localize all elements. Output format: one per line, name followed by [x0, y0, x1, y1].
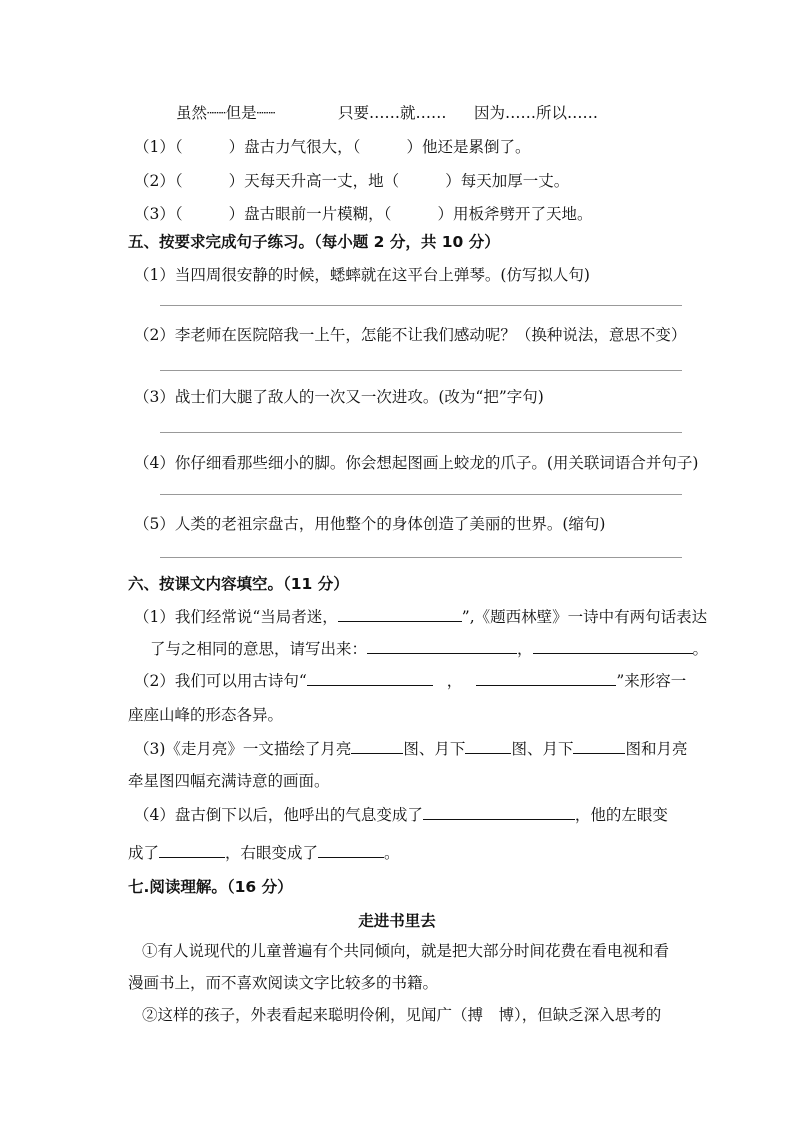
- passage-title: 走进书里去: [358, 912, 436, 930]
- blank-field[interactable]: [318, 841, 384, 858]
- blank-field[interactable]: [338, 605, 462, 622]
- answer-line[interactable]: [160, 432, 682, 433]
- answer-line[interactable]: [160, 494, 682, 495]
- blank-field[interactable]: [367, 637, 517, 654]
- conjunction-2: 只要……就……: [338, 104, 447, 122]
- s5-item-3: （3）战士们大腿了敌人的一次又一次进攻。(改为“把”字句): [134, 388, 544, 406]
- s6-q2-line1: （2）我们可以用古诗句“ ， ”来形容一: [134, 669, 686, 691]
- section-6-title: 六、按课文内容填空。（11 分）: [128, 575, 349, 593]
- passage-p1-line2: 漫画书上，而不喜欢阅读文字比较多的书籍。: [128, 974, 439, 992]
- s6-q1-line1: （1）我们经常说“当局者迷， ”,《题西林壁》一诗中有两句话表达: [134, 605, 707, 627]
- answer-line[interactable]: [160, 370, 682, 371]
- blank-field[interactable]: [159, 841, 225, 858]
- blank-field[interactable]: [423, 803, 575, 820]
- fill-conj-1: （1）（ ）盘古力气很大，（ ）他还是累倒了。: [134, 138, 531, 156]
- conjunction-1: 虽然┈┈但是┈┈: [176, 104, 276, 122]
- blank-field[interactable]: [533, 637, 693, 654]
- s5-item-5: （5）人类的老祖宗盘古，用他整个的身体创造了美丽的世界。(缩句): [134, 515, 606, 533]
- s6-q4-line1: （4）盘古倒下以后，他呼出的气息变成了 ，他的左眼变: [134, 803, 668, 825]
- s6-q3-line2: 牵星图四幅充满诗意的画面。: [128, 772, 330, 790]
- blank-field[interactable]: [307, 669, 433, 686]
- conjunction-3: 因为……所以……: [474, 104, 599, 122]
- section-5-title: 五、按要求完成句子练习。（每小题 2 分，共 10 分）: [128, 233, 500, 251]
- s6-q2-line2: 座座山峰的形态各异。: [128, 706, 284, 724]
- s5-item-1: （1）当四周很安静的时候，蟋蟀就在这平台上弹琴。(仿写拟人句): [134, 266, 590, 284]
- passage-p1-line1: ①有人说现代的儿童普遍有个共同倾向，就是把大部分时间花费在看电视和看: [142, 942, 670, 960]
- s6-q1-line2: 了与之相同的意思，请写出来： ， 。: [150, 637, 708, 659]
- s5-item-2: （2）李老师在医院陪我一上午，怎能不让我们感动呢？（换种说法，意思不变）: [134, 326, 687, 344]
- s5-item-4: （4）你仔细看那些细小的脚。你会想起图画上蛟龙的爪子。(用关联词语合并句子): [134, 454, 699, 472]
- blank-field[interactable]: [476, 669, 616, 686]
- s6-q3-line1: （3)《走月亮》一文描绘了月亮 图、月下 图、月下 图和月亮: [134, 737, 687, 759]
- conjunction-bank: [176, 101, 626, 123]
- blank-field[interactable]: [351, 737, 403, 754]
- passage-p2-line1: ②这样的孩子，外表看起来聪明伶俐，见闻广（搏 博），但缺乏深入思考的: [142, 1006, 662, 1024]
- answer-line[interactable]: [160, 557, 682, 558]
- fill-conj-3: （3）（ ）盘古眼前一片模糊，（ ）用板斧劈开了天地。: [134, 205, 593, 223]
- section-7-title: 七.阅读理解。（16 分）: [128, 878, 293, 896]
- fill-conj-2: （2）（ ）天每天升高一丈，地（ ）每天加厚一丈。: [134, 172, 570, 190]
- answer-line[interactable]: [160, 305, 682, 306]
- s6-q4-line2: 成了 ，右眼变成了 。: [128, 841, 400, 863]
- blank-field[interactable]: [465, 737, 511, 754]
- blank-field[interactable]: [573, 737, 625, 754]
